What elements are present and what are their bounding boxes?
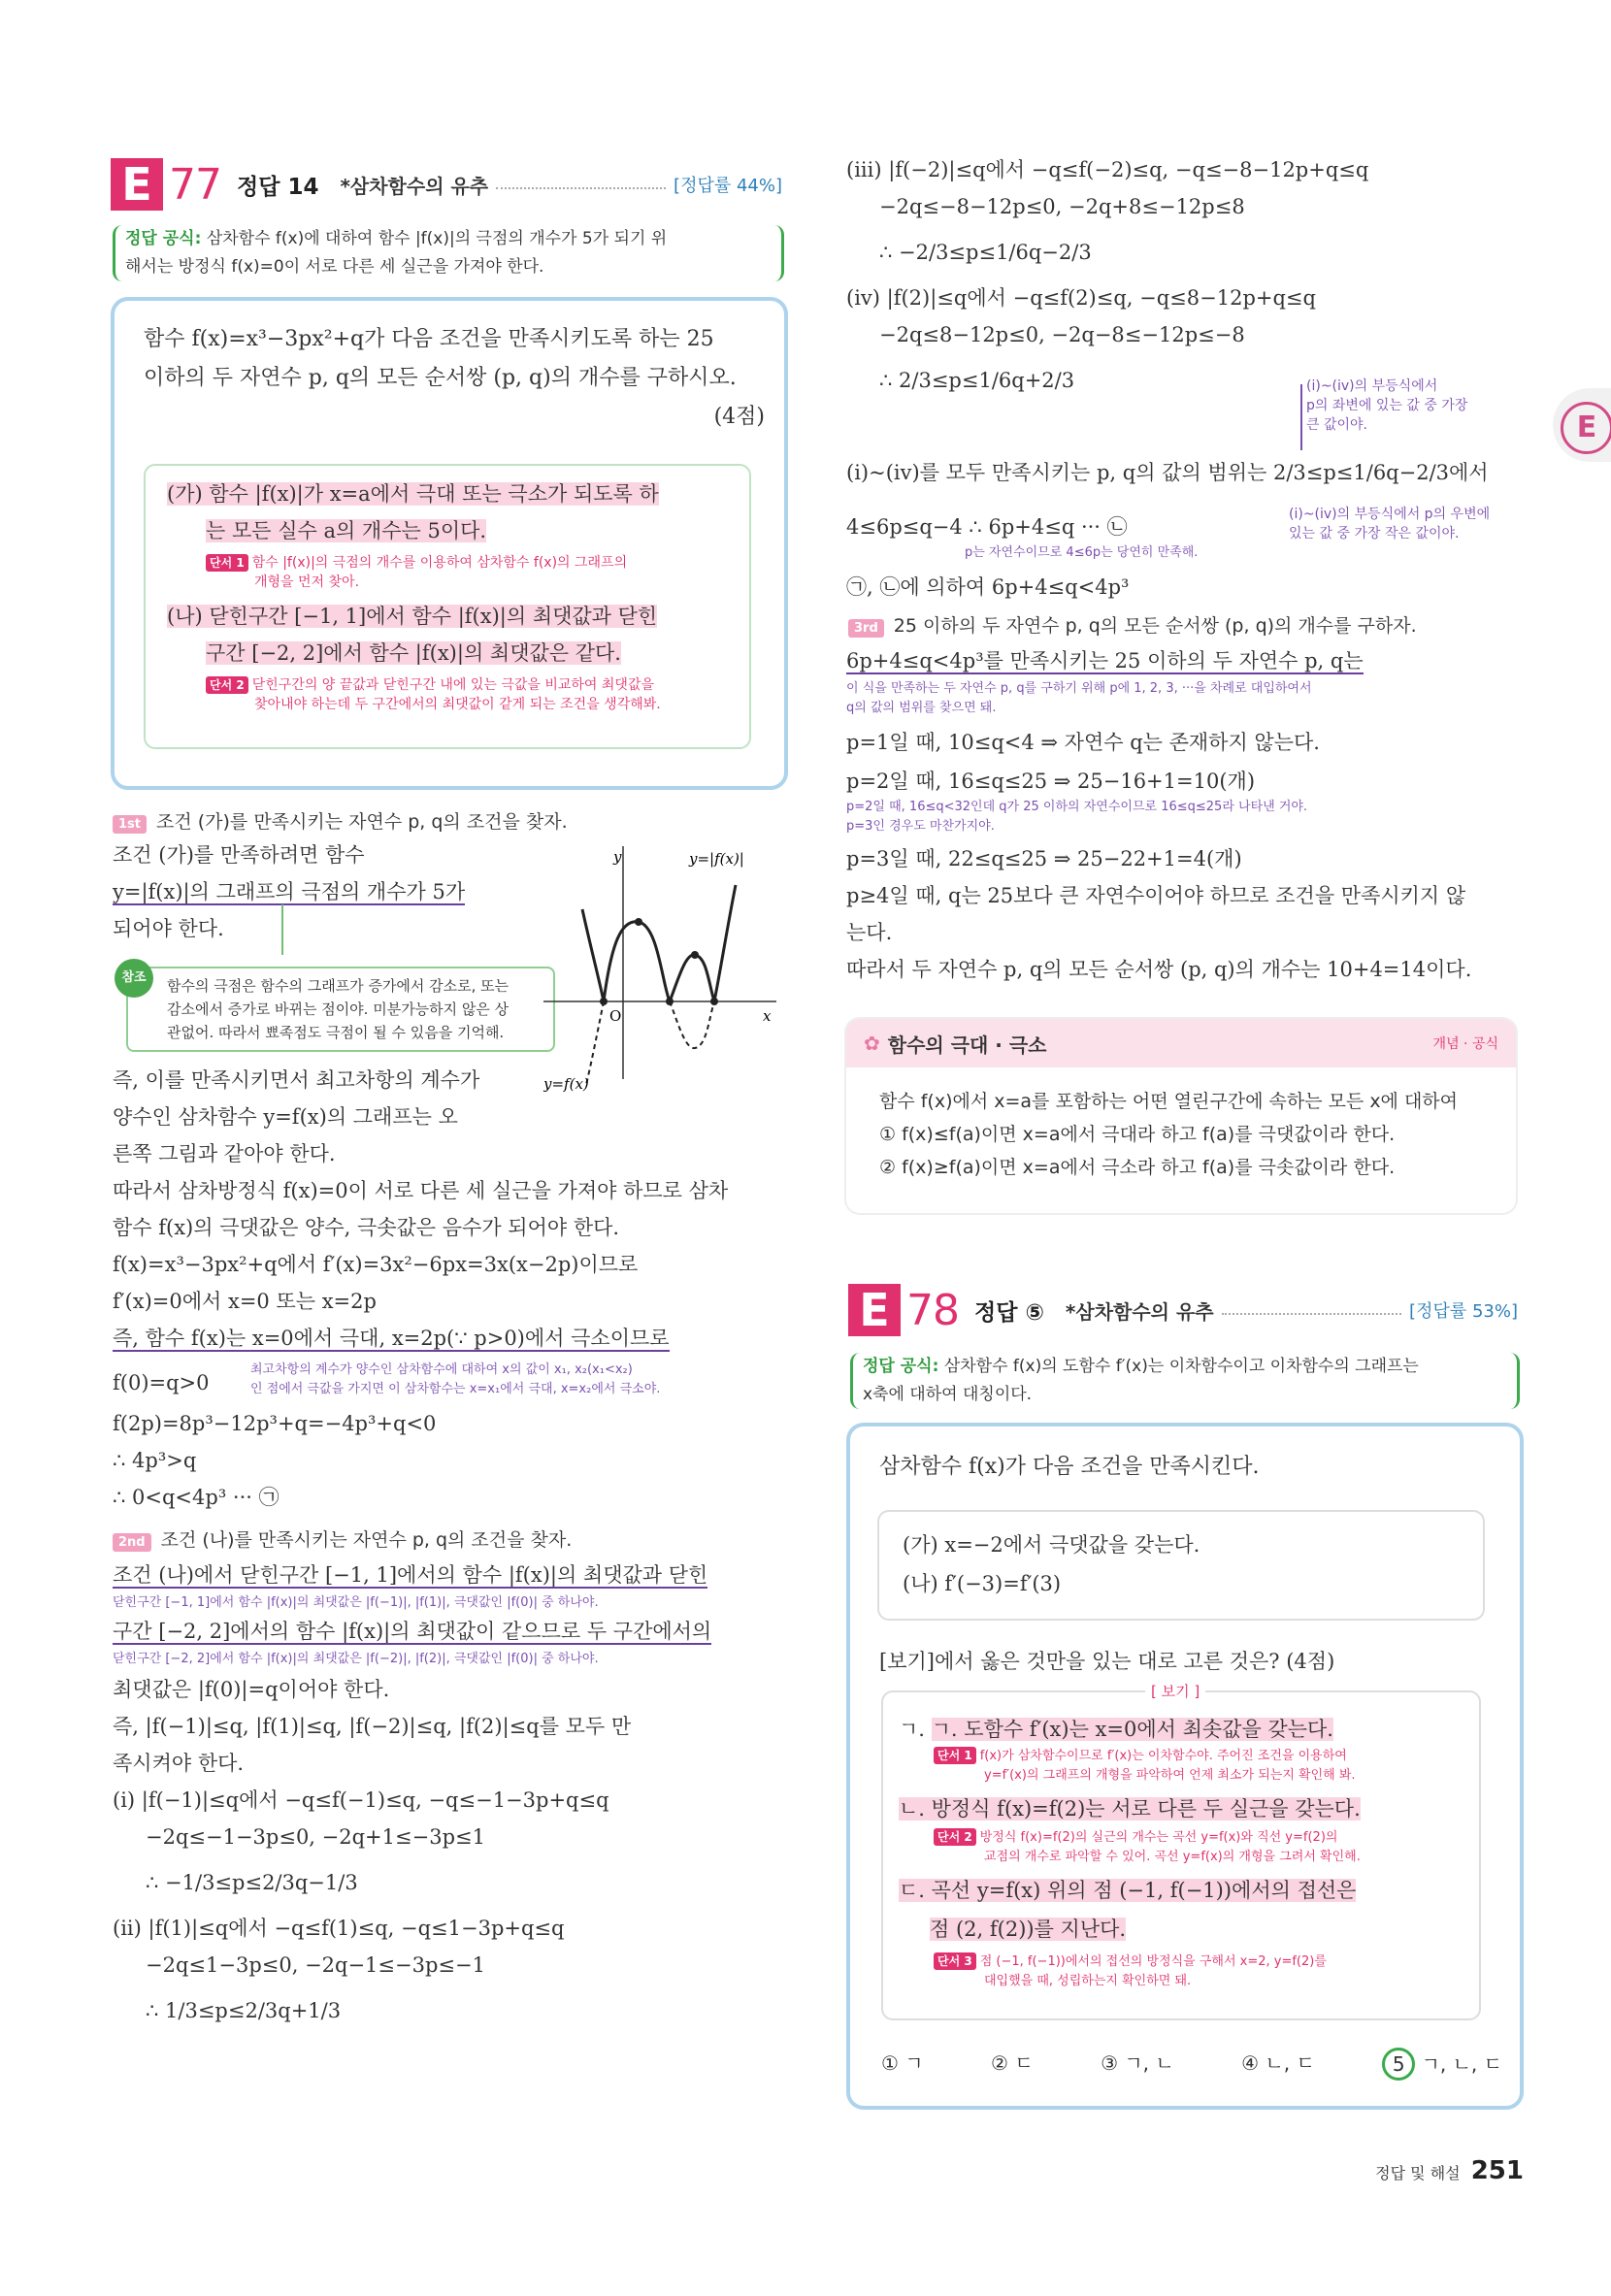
count-line-6: 는다. [846, 921, 893, 944]
formula-78-text-2: x축에 대하여 대칭이다. [863, 1385, 1033, 1404]
sol-line-10: f′(x)=0에서 x=0 또는 x=2p [113, 1290, 377, 1313]
purple-note-1a: 최고차항의 계수가 양수인 삼차함수에 대하여 x의 값이 x₁, x₂(x₁<x₂) [250, 1362, 633, 1377]
side-note-2b: 있는 값 중 가장 작은 값이야. [1289, 526, 1460, 541]
condition-ga-line-1: (가) 함수 |f(x)|가 x=a에서 극대 또는 극소가 되도록 하 [167, 482, 659, 506]
range-note-2: p는 자연수이므로 4≤6p는 당연히 만족해. [965, 545, 1199, 560]
sol-line-2: y=|f(x)|의 그래프의 극점의 개수가 5가 [113, 880, 466, 903]
case-iii-line-1: (iii) |f(−2)|≤q에서 −q≤f(−2)≤q, −q≤−8−12p+q≤q [846, 158, 1369, 181]
bogi-clue-3a: 점 (−1, f(−1))에서의 접선의 방정식을 구해서 x=2, y=f(2)를 [979, 1954, 1327, 1969]
bogi-clue-tag-2: 단서 2 [934, 1828, 976, 1846]
step-1-text: 조건 (가)를 만족시키는 자연수 p, q의 조건을 찾자. [156, 811, 568, 833]
problem-78-box [846, 1423, 1524, 2110]
choice-3[interactable]: ③ ㄱ, ㄴ [1101, 2051, 1174, 2075]
purple-note-2: 닫힌구간 [−1, 1]에서 함수 |f(x)|의 최댓값은 |f(−1)|, |f(1)|, 극댓값인 |f(0)| 중 하나야. [113, 1595, 599, 1610]
sol2-line-4: 즉, |f(−1)|≤q, |f(1)|≤q, |f(−2)|≤q, |f(2)|≤q를 모두 만 [113, 1715, 632, 1738]
formula-text-2: 해서는 방정식 f(x)=0이 서로 다른 세 실근을 가져야 한다. [125, 257, 544, 277]
bogi-clue-1b: y=f′(x)의 그래프의 개형을 파악하여 언제 최소가 되는지 확인해 봐. [984, 1768, 1356, 1783]
section-letter-badge: E [111, 158, 163, 211]
concept-title: 함수의 극대 · 극소 [887, 1033, 1047, 1057]
case-i-line-2: −2q≤−1−3p≤0, −2q+1≤−3p≤1 [146, 1825, 485, 1849]
page-number: 251 [1470, 2156, 1524, 2185]
step-3-text: 25 이하의 두 자연수 p, q의 모든 순서쌍 (p, q)의 개수를 구하자. [893, 615, 1417, 637]
case-ii-line-1: (ii) |f(1)|≤q에서 −q≤f(1)≤q, −q≤1−3p+q≤q [113, 1917, 565, 1940]
choice-2[interactable]: ② ㄷ [991, 2051, 1034, 2075]
step-3-tag: 3rd [848, 619, 884, 638]
count-line-5: p≥4일 때, q는 25보다 큰 자연수이어야 하므로 조건을 만족시키지 않 [846, 884, 1466, 907]
answer-choices [881, 2048, 1502, 2081]
side-section-tab [1553, 388, 1611, 462]
step-3-heading [848, 611, 1417, 638]
bogi-2: ㄴ. 방정식 f(x)=f(2)는 서로 다른 두 실근을 갖는다. [899, 1797, 1361, 1820]
formula-title-78: 정답 공식: [863, 1357, 939, 1376]
clue-tag-1: 단서 1 [206, 554, 248, 572]
range-line-2: 4≤6p≤q−4 ∴ 6p+4≤q ··· ㉡ [846, 515, 1128, 539]
step-2-tag: 2nd [113, 1533, 151, 1552]
count-line-4: p=3일 때, 22≤q≤25 ⇒ 25−22+1=4(개) [846, 847, 1242, 870]
case-ii-line-2: −2q≤1−3p≤0, −2q−1≤−3p≤−1 [146, 1953, 485, 1977]
sol-line-11: 즉, 함수 f(x)는 x=0에서 극대, x=2p(∵ p>0)에서 극소이므로 [113, 1327, 670, 1350]
graph-abs-f-label: y=|f(x)| [689, 850, 744, 868]
sol-line-9: f(x)=x³−3px²+q에서 f′(x)=3x²−6px=3x(x−2p)이므로 [113, 1253, 639, 1276]
problem-number: 77 [169, 159, 221, 210]
graph-y-label: y [613, 848, 622, 866]
section-letter-badge-78: E [848, 1284, 901, 1336]
step-2-text: 조건 (나)를 만족시키는 자연수 p, q의 조건을 찾자. [160, 1529, 573, 1551]
bogi-clue-tag-3: 단서 3 [934, 1952, 976, 1970]
q78-condition-ga: (가) x=−2에서 극댓값을 갖는다. [903, 1533, 1200, 1557]
graph-origin-label: O [609, 1007, 622, 1025]
choice-5-text: ㄱ, ㄴ, ㄷ [1421, 2052, 1502, 2076]
side-note-1b: p의 좌변에 있는 값 중 가장 [1306, 398, 1468, 413]
side-note-1c: 큰 값이야. [1306, 417, 1367, 433]
side-note-2a: (i)~(iv)의 부등식에서 p의 우변에 [1289, 507, 1491, 522]
bogi-3a: ㄷ. 곡선 y=f(x) 위의 점 (−1, f(−1))에서의 접선은 [899, 1879, 1357, 1902]
graph-x-label: x [763, 1007, 772, 1025]
range-line-3: ㉠, ㉡에 의하여 6p+4≤q<4p³ [846, 575, 1130, 599]
condition-na-line-2: 구간 [−2, 2]에서 함수 |f(x)|의 최댓값은 같다. [206, 641, 621, 665]
sol-line-3: 되어야 한다. [113, 917, 224, 940]
condition-ga-line-2: 는 모든 실수 a의 개수는 5이다. [206, 519, 487, 542]
q78-line-1: 삼차함수 f(x)가 다음 조건을 만족시킨다. [879, 1455, 1260, 1479]
case-iii-line-2: −2q≤−8−12p≤0, −2q+8≤−12p≤8 [879, 195, 1245, 218]
bogi-clue-3b: 대입했을 때, 성립하는지 확인하면 돼. [984, 1974, 1192, 1988]
reference-line-1: 함수의 극점은 함수의 그래프가 증가에서 감소로, 또는 [167, 977, 510, 995]
bogi-3b: 점 (2, f(2))를 지난다. [930, 1918, 1127, 1941]
count-note-1b: q의 값의 범위를 찾으면 돼. [846, 701, 997, 715]
arrow-line [281, 904, 283, 955]
question-line-1: 함수 f(x)=x³−3px²+q가 다음 조건을 만족시키도록 하는 25 [144, 327, 714, 351]
correct-rate: [정답률 44%] [674, 176, 782, 196]
selected-answer-circle: 5 [1382, 2048, 1415, 2081]
case-iii-line-3: ∴ −2/3≤p≤1/6q−2/3 [879, 241, 1092, 264]
sol-line-12: f(0)=q>0 [113, 1371, 210, 1394]
answer-formula-box-78 [850, 1353, 1520, 1409]
count-line-1: 6p+4≤q<4p³를 만족시키는 25 이하의 두 자연수 p, q는 [846, 649, 1364, 672]
concept-box [846, 1019, 1516, 1213]
sol-line-14: ∴ 4p³>q [113, 1449, 197, 1472]
sol-line-15: ∴ 0<q<4p³ ··· ㉠ [113, 1486, 279, 1509]
cubic-graph [543, 836, 786, 1099]
case-i-line-1: (i) |f(−1)|≤q에서 −q≤f(−1)≤q, −q≤−1−3p+q≤q [113, 1788, 609, 1812]
reference-line-3: 관없어. 따라서 뾰족점도 극점이 될 수 있음을 기억해. [167, 1024, 505, 1041]
q78-line-2: [보기]에서 옳은 것만을 있는 대로 고른 것은? (4점) [879, 1650, 1335, 1673]
sol2-line-2: 구간 [−2, 2]에서의 함수 |f(x)|의 최댓값이 같으므로 두 구간에서의 [113, 1620, 712, 1643]
reference-note [121, 967, 555, 1052]
choice-4[interactable]: ④ ㄴ, ㄷ [1241, 2051, 1315, 2075]
sol2-line-1: 조건 (나)에서 닫힌구간 [−1, 1]에서의 함수 |f(x)|의 최댓값과 닫힌 [113, 1563, 708, 1587]
formula-title: 정답 공식: [125, 229, 202, 248]
side-note-1a: (i)~(iv)의 부등식에서 [1306, 378, 1438, 394]
sol-line-4: 즉, 이를 만족시키면서 최고차항의 계수가 [113, 1068, 480, 1092]
count-note-2a: p=2일 때, 16≤q<32인데 q가 25 이하의 자연수이므로 16≤q≤25라 나타낸 거야. [846, 800, 1308, 814]
graph-f-label: y=f(x) [543, 1075, 589, 1093]
condition-na-line-1: (나) 닫힌구간 [−1, 1]에서 함수 |f(x)|의 최댓값과 닫힌 [167, 605, 658, 628]
clue-2-line-2: 찾아내야 하는데 두 구간에서의 최댓값이 같게 되는 조건을 생각해봐. [254, 697, 661, 712]
question-points: (4점) [713, 405, 765, 429]
footer-label: 정답 및 해설 [1375, 2164, 1461, 2182]
leader-dots-78 [1222, 1313, 1401, 1315]
bogi-clue-tag-1: 단서 1 [934, 1747, 976, 1764]
condition-box-78 [877, 1510, 1485, 1621]
topic-label-78: *삼차함수의 유추 [1065, 1299, 1214, 1324]
sol-line-13: f(2p)=8p³−12p³+q=−4p³+q<0 [113, 1412, 437, 1435]
reference-line-2: 감소에서 증가로 바뀌는 점이야. 미분가능하지 않은 상 [167, 1000, 510, 1018]
problem-77-box [111, 297, 788, 790]
case-iv-line-3: ∴ 2/3≤p≤1/6q+2/3 [879, 369, 1075, 392]
bogi-clue-2a: 방정식 f(x)=f(2)의 실근의 개수는 곡선 y=f(x)와 직선 y=f(2)의 [979, 1830, 1338, 1845]
count-note-1a: 이 식을 만족하는 두 자연수 p, q를 구하기 위해 p에 1, 2, 3, ···을 차례로 대입하여서 [846, 681, 1312, 696]
step-1-heading [113, 807, 568, 834]
correct-rate-78: [정답률 53%] [1409, 1301, 1518, 1322]
answer-formula-box [113, 225, 784, 281]
side-tab-letter: E [1561, 402, 1611, 454]
bogi-title: [ 보기 ] [1145, 1681, 1205, 1701]
step-2-heading [113, 1525, 572, 1552]
case-i-line-3: ∴ −1/3≤p≤2/3q−1/3 [146, 1871, 358, 1894]
bogi-clue-2b: 교점의 개수로 파악할 수 있어. 곡선 y=f(x)의 개형을 그려서 확인해. [984, 1850, 1361, 1864]
sol-line-6: 른쪽 그림과 같아야 한다. [113, 1142, 336, 1165]
case-iv-line-1: (iv) |f(2)|≤q에서 −q≤f(2)≤q, −q≤8−12p+q≤q [846, 286, 1316, 310]
clue-1-line-2: 개형을 먼저 찾아. [254, 574, 360, 590]
choice-1[interactable]: ① ㄱ [881, 2051, 924, 2075]
problem-number-78: 78 [906, 1285, 959, 1335]
purple-note-3: 닫힌구간 [−2, 2]에서 함수 |f(x)|의 최댓값은 |f(−2)|, |f(2)|, 극댓값인 |f(0)| 중 하나야. [113, 1652, 599, 1666]
concept-line-2: ① f(x)≤f(a)이면 x=a에서 극대라 하고 f(a)를 극댓값이라 한다. [879, 1124, 1396, 1145]
clue-1-line-1: 함수 |f(x)|의 극점의 개수를 이용하여 삼차함수 f(x)의 그래프의 [251, 555, 628, 571]
reference-icon: 참조 [115, 959, 153, 998]
formula-text-1: 삼차함수 f(x)에 대하여 함수 |f(x)|의 극점의 개수가 5가 되기 위 [206, 229, 668, 248]
choice-5[interactable] [1382, 2048, 1502, 2081]
case-iv-line-2: −2q≤8−12p≤0, −2q−8≤−12p≤−8 [879, 323, 1245, 346]
answer-label-78: 정답 ⑤ [974, 1299, 1044, 1326]
count-line-3: p=2일 때, 16≤q≤25 ⇒ 25−16+1=10(개) [846, 770, 1256, 793]
range-line-1: (i)~(iv)를 모두 만족시키는 p, q의 값의 범위는 2/3≤p≤1/6q−2/3에서 [846, 461, 1489, 484]
sol-line-8: 함수 f(x)의 극댓값은 양수, 극솟값은 음수가 되어야 한다. [113, 1216, 620, 1239]
sol-line-5: 양수인 삼차함수 y=f(x)의 그래프는 오 [113, 1105, 458, 1129]
flower-icon: ✿ [864, 1032, 880, 1055]
q78-condition-na: (나) f′(−3)=f′(3) [903, 1572, 1062, 1595]
topic-label: *삼차함수의 유추 [340, 174, 489, 198]
answer-label: 정답 14 [237, 174, 319, 200]
bogi-box: [ 보기 ] ㄱ. ㄱ. 도함수 f′(x)는 x=0에서 최솟값을 갖는다. 단서 1 f(x)가 삼차함수이므로 f′(x)는 이차함수야. 주어진 조건을 이용하여 y=f′(x)의 그래프의 개형을 파악하여 언제 최소가 되는지 확인해 봐. ㄴ. 방정식 f(x)=f(2)는 서로 다른 두 실근을 갖는다. 단서 2 방정식 f(x)=f(2)의 실근의 개수는 곡선 y=f(x)와 직선 y=f(2)의 교점의 개수로 파악할 수 있어. 곡선 y=f(x)의 개형을 그려서 확인해. ㄷ. 곡선 y=f(x) 위의 점 (−1, f(−1))에서의 접선은 점 (2, f(2))를 지난다. 단서 3 점 (−1, f(−1))에서의 접선의 방정식을 구해서 x=2, y=f(2)를 대입했을 때, 성립하는지 확인하면 돼. [881, 1690, 1481, 2020]
problem-78-header [848, 1281, 1518, 1339]
concept-tag: 개념 · 공식 [1432, 1036, 1498, 1052]
clue-tag-2: 단서 2 [206, 676, 248, 694]
clue-2-line-1: 닫힌구간의 양 끝값과 닫힌구간 내에 있는 극값을 비교하여 최댓값을 [251, 677, 654, 693]
concept-line-1: 함수 f(x)에서 x=a를 포함하는 어떤 열린구간에 속하는 모든 x에 대하여 [879, 1091, 1459, 1112]
bogi-1: ㄱ. 도함수 f′(x)는 x=0에서 최솟값을 갖는다. [931, 1718, 1333, 1741]
concept-line-3: ② f(x)≥f(a)이면 x=a에서 극소라 하고 f(a)를 극솟값이라 한다. [879, 1157, 1396, 1178]
bogi-clue-1a: f(x)가 삼차함수이므로 f′(x)는 이차함수야. 주어진 조건을 이용하여 [979, 1749, 1347, 1763]
step-1-tag: 1st [113, 815, 147, 834]
question-line-2: 이하의 두 자연수 p, q의 모든 순서쌍 (p, q)의 개수를 구하시오. [144, 366, 737, 390]
sol2-line-3: 최댓값은 |f(0)|=q이어야 한다. [113, 1678, 390, 1701]
count-line-2: p=1일 때, 10≤q<4 ⇒ 자연수 q는 존재하지 않는다. [846, 731, 1320, 754]
case-ii-line-3: ∴ 1/3≤p≤2/3q+1/3 [146, 1999, 342, 2022]
count-line-7: 따라서 두 자연수 p, q의 모든 순서쌍 (p, q)의 개수는 10+4=14이다. [846, 958, 1472, 981]
problem-77-header [111, 155, 782, 213]
purple-note-1b: 인 점에서 극값을 가지면 이 삼차함수는 x=x₁에서 극대, x=x₂에서 극소야. [250, 1382, 661, 1396]
sol2-line-5: 족시켜야 한다. [113, 1752, 245, 1775]
sol-line-7: 따라서 삼차방정식 f(x)=0이 서로 다른 세 실근을 가져야 하므로 삼차 [113, 1179, 729, 1202]
concept-header [846, 1019, 1516, 1067]
leader-dots [496, 187, 666, 189]
formula-78-text-1: 삼차함수 f(x)의 도함수 f′(x)는 이차함수이고 이차함수의 그래프는 [943, 1357, 1419, 1376]
note-bracket [1300, 384, 1302, 450]
sol-line-1: 조건 (가)를 만족하려면 함수 [113, 843, 365, 867]
count-note-2b: p=3인 경우도 마찬가지야. [846, 819, 995, 834]
condition-box [144, 464, 751, 749]
page-footer [1359, 2156, 1524, 2185]
